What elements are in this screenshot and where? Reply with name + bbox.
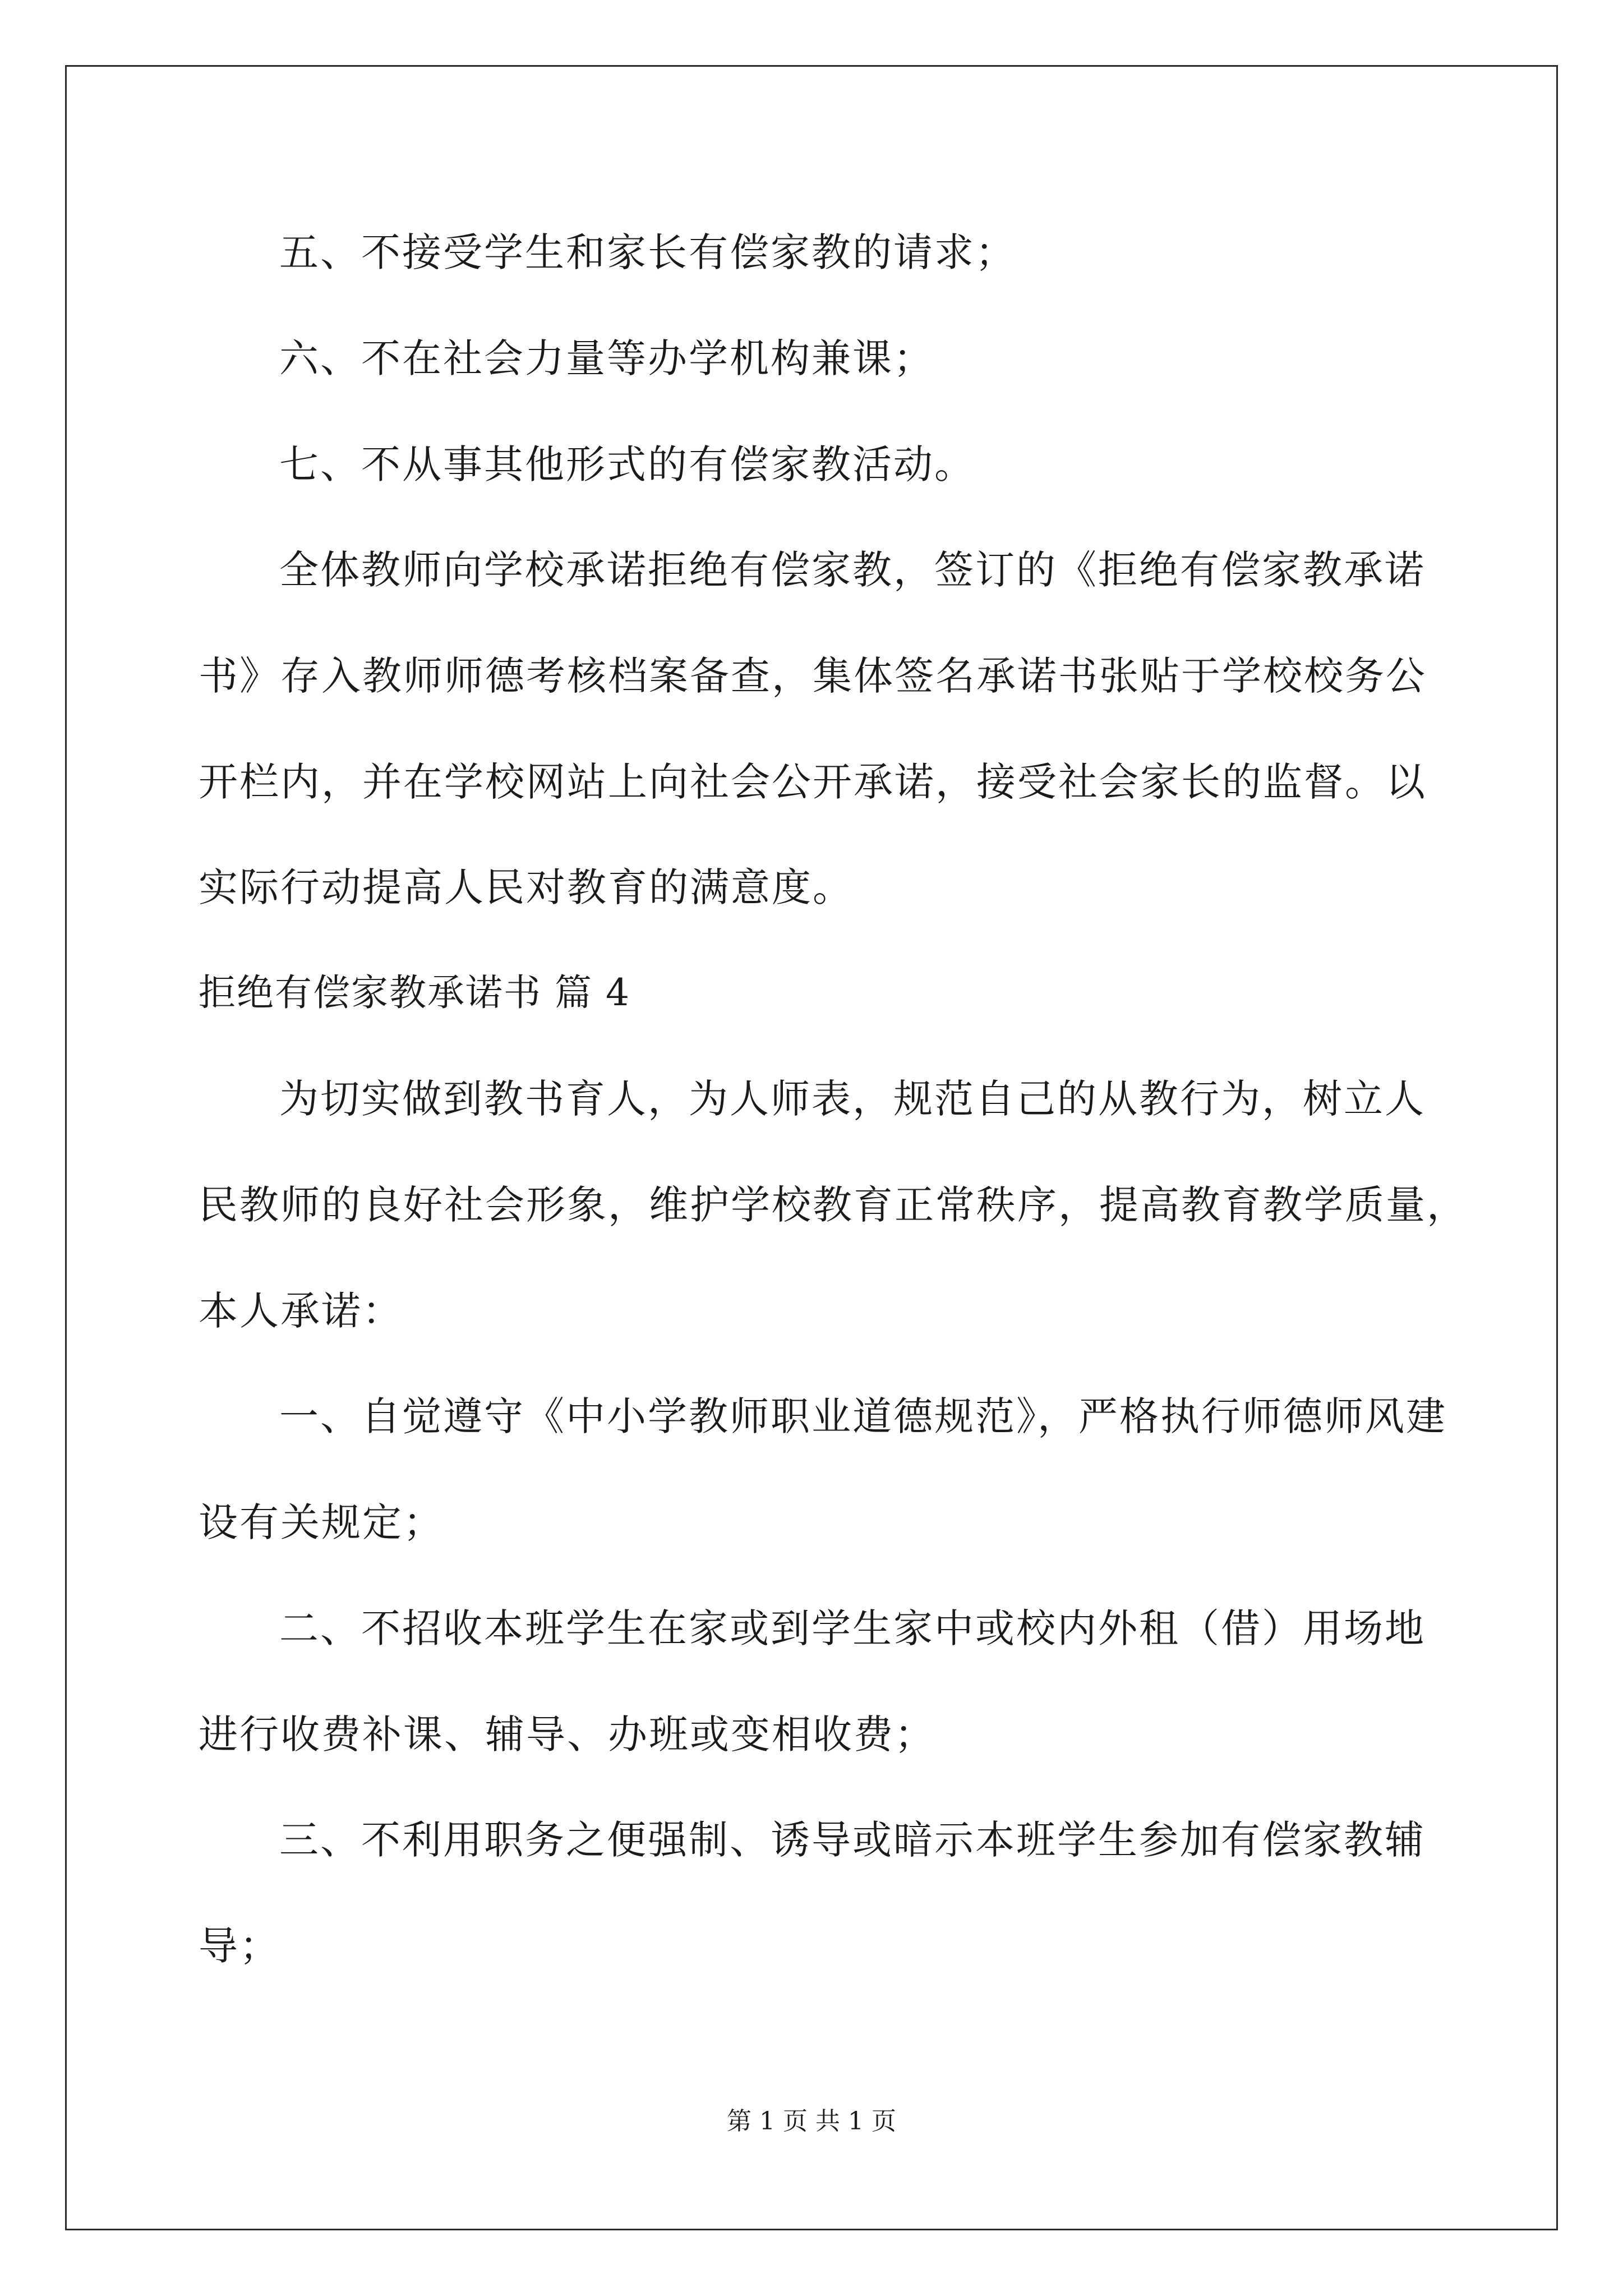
paragraph-line: 进行收费补课、辅导、办班或变相收费； bbox=[199, 1711, 935, 1757]
paragraph-line: 实际行动提高人民对教育的满意度。 bbox=[199, 864, 854, 910]
paragraph-line: 一、自觉遵守《中小学教师职业道德规范》，严格执行师德师风建 bbox=[279, 1393, 1447, 1439]
section-heading: 拒绝有偿家教承诺书 篇 4 bbox=[199, 971, 630, 1014]
paragraph-line: 全体教师向学校承诺拒绝有偿家教，签订的《拒绝有偿家教承诺 bbox=[279, 547, 1426, 593]
paragraph-line: 民教师的良好社会形象，维护学校教育正常秩序，提高教育教学质量， bbox=[199, 1182, 1468, 1228]
paragraph-line: 开栏内，并在学校网站上向社会公开承诺，接受社会家长的监督。以 bbox=[199, 759, 1427, 805]
paragraph-line: 六、不在社会力量等办学机构兼课； bbox=[279, 335, 934, 381]
paragraph-line: 二、不招收本班学生在家或到学生家中或校内外租（借）用场地 bbox=[279, 1605, 1426, 1651]
paragraph-line: 设有关规定； bbox=[199, 1499, 444, 1545]
paragraph-line: 本人承诺： bbox=[199, 1288, 403, 1334]
paragraph-line: 三、不利用职务之便强制、诱导或暗示本班学生参加有偿家教辅 bbox=[279, 1817, 1426, 1863]
paragraph-line: 导； bbox=[199, 1923, 280, 1969]
paragraph-line: 五、不接受学生和家长有偿家教的请求； bbox=[279, 229, 1016, 275]
page-number-footer: 第 1 页 共 1 页 bbox=[727, 2107, 896, 2136]
paragraph-line: 书》存入教师师德考核档案备查，集体签名承诺书张贴于学校校务公 bbox=[199, 653, 1427, 699]
paragraph-line: 为切实做到教书育人，为人师表，规范自己的从教行为，树立人 bbox=[279, 1076, 1426, 1122]
paragraph-line: 七、不从事其他形式的有偿家教活动。 bbox=[279, 441, 975, 487]
page-border bbox=[65, 65, 1558, 2230]
